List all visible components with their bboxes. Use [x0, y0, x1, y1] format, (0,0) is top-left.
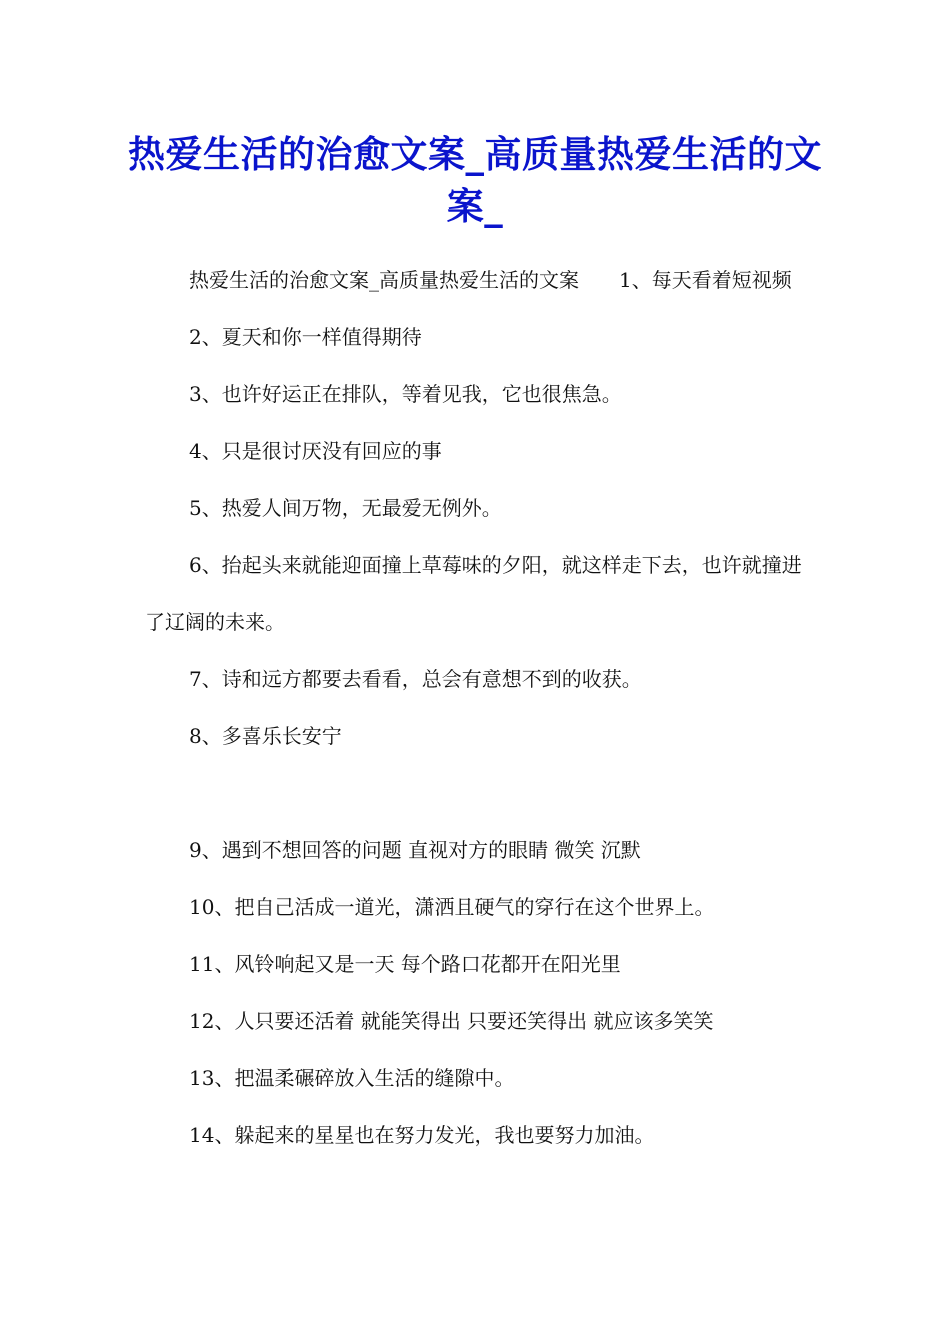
blank-line — [145, 765, 810, 822]
list-item: 4、只是很讨厌没有回应的事 — [189, 439, 442, 463]
list-item: 10、把自己活成一道光，潇洒且硬气的穿行在这个世界上。 — [189, 895, 715, 919]
list-item: 14、躲起来的星星也在努力发光，我也要努力加油。 — [189, 1123, 655, 1147]
list-item: 13、把温柔碾碎放入生活的缝隙中。 — [189, 1066, 515, 1090]
list-item: 11、风铃响起又是一天 每个路口花都开在阳光里 — [189, 952, 621, 976]
document-body — [145, 252, 810, 1164]
list-item: 9、遇到不想回答的问题 直视对方的眼睛 微笑 沉默 — [189, 838, 641, 862]
list-item: 5、热爱人间万物，无最爱无例外。 — [189, 496, 502, 520]
list-item: 2、夏天和你一样值得期待 — [189, 325, 422, 349]
list-item: 7、诗和远方都要去看看，总会有意想不到的收获。 — [189, 667, 642, 691]
list-item: 6、抬起头来就能迎面撞上草莓味的夕阳，就这样走下去，也许就撞进了辽阔的未来。 — [145, 553, 802, 634]
list-item: 8、多喜乐长安宁 — [189, 724, 342, 748]
paragraph-intro: 热爱生活的治愈文案_高质量热爱生活的文案 1、每天看着短视频 — [189, 268, 792, 292]
list-item: 3、也许好运正在排队，等着见我，它也很焦急。 — [189, 382, 622, 406]
list-item: 12、人只要还活着 就能笑得出 只要还笑得出 就应该多笑笑 — [189, 1009, 714, 1033]
document-title: 热爱生活的治愈文案_高质量热爱生活的文案_ — [128, 132, 822, 228]
